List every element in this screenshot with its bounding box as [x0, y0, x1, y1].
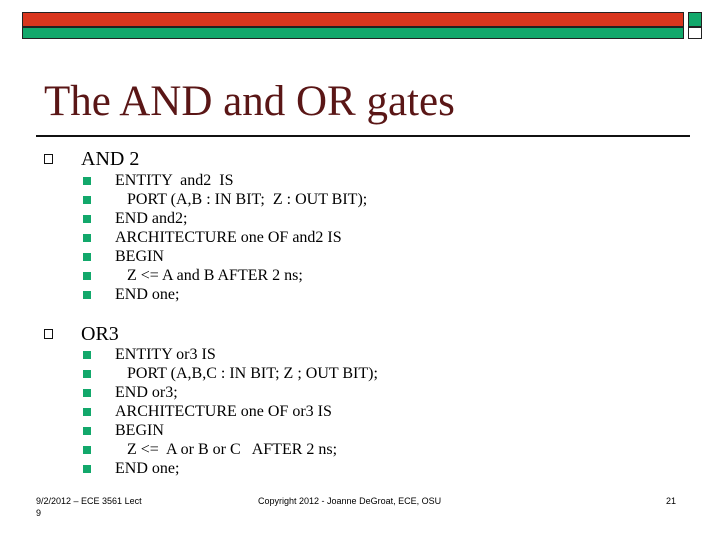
code-line: BEGIN [115, 422, 164, 439]
header-bar-red [22, 12, 684, 27]
code-line: END one; [115, 460, 180, 477]
square-bullet-icon [83, 215, 91, 223]
hollow-square-bullet-icon [44, 154, 53, 164]
square-bullet-icon [83, 465, 91, 473]
code-line: END or3; [115, 384, 178, 401]
code-line: END and2; [115, 210, 188, 227]
square-bullet-icon [83, 177, 91, 185]
square-bullet-icon [83, 196, 91, 204]
code-line: Z <= A or B or C AFTER 2 ns; [115, 441, 338, 458]
footer-page-number: 21 [666, 496, 677, 506]
hollow-square-bullet-icon [44, 329, 53, 339]
code-line: PORT (A,B : IN BIT; Z : OUT BIT); [115, 191, 368, 208]
square-bullet-icon [83, 234, 91, 242]
footer-date-line1: 9/2/2012 – ECE 3561 Lect [36, 496, 142, 506]
code-line: END one; [115, 286, 180, 303]
square-bullet-icon [83, 351, 91, 359]
bullet-and2-label: AND 2 [81, 148, 140, 170]
slide-title: The AND and OR gates [44, 78, 455, 125]
code-line: Z <= A and B AFTER 2 ns; [115, 267, 303, 284]
bullet-or3-label: OR3 [81, 323, 119, 345]
square-bullet-icon [83, 370, 91, 378]
square-bullet-icon [83, 291, 91, 299]
square-bullet-icon [83, 389, 91, 397]
header-square-white [688, 27, 702, 39]
header-bar-green [22, 27, 684, 39]
footer-date [36, 496, 142, 519]
title-divider [36, 135, 690, 137]
code-line: ENTITY and2 IS [115, 172, 234, 189]
code-line: ARCHITECTURE one OF and2 IS [115, 229, 342, 246]
code-line: PORT (A,B,C : IN BIT; Z ; OUT BIT); [115, 365, 378, 382]
header-square-green [688, 12, 702, 27]
code-line: BEGIN [115, 248, 164, 265]
square-bullet-icon [83, 427, 91, 435]
footer-date-line2: 9 [36, 507, 42, 518]
square-bullet-icon [83, 408, 91, 416]
square-bullet-icon [83, 446, 91, 454]
code-line: ARCHITECTURE one OF or3 IS [115, 403, 332, 420]
code-line: ENTITY or3 IS [115, 346, 216, 363]
square-bullet-icon [83, 272, 91, 280]
footer-copyright: Copyright 2012 - Joanne DeGroat, ECE, OSU [258, 496, 442, 506]
square-bullet-icon [83, 253, 91, 261]
